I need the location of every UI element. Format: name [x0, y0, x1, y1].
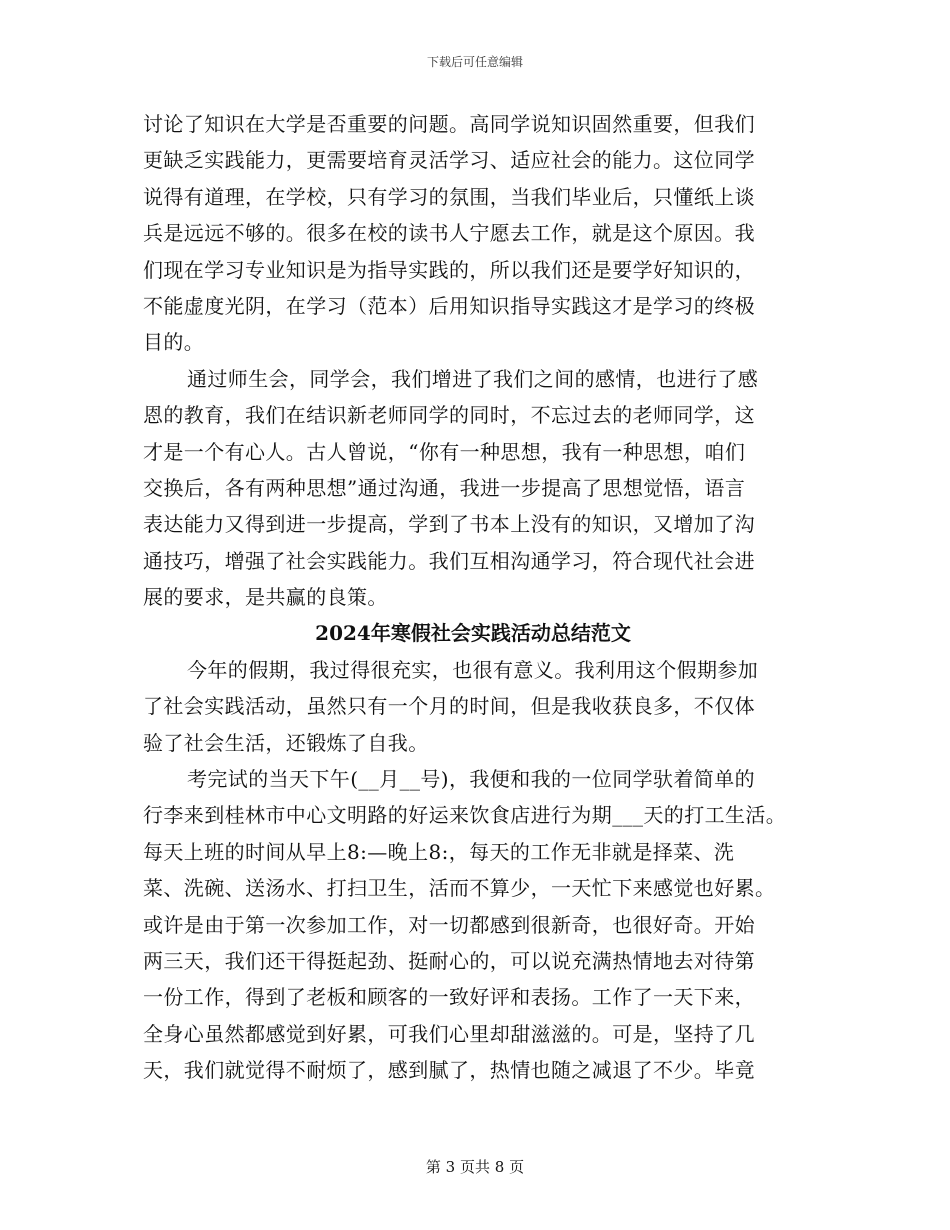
body-line: 说得有道理，在学校，只有学习的氛围，当我们毕业后，只懂纸上谈	[143, 184, 755, 209]
paragraph-first-line: 通过师生会，同学会，我们增进了我们之间的感情，也进行了感	[187, 366, 759, 391]
body-line: 讨论了知识在大学是否重要的问题。高同学说知识固然重要，但我们	[143, 112, 755, 136]
body-line: 更缺乏实践能力，更需要培育灵活学习、适应社会的能力。这位同学	[143, 148, 755, 173]
section-title: 2024年寒假社会实践活动总结范文	[315, 621, 631, 646]
page-footer: 第 3 页共 8 页	[425, 1158, 525, 1176]
body-line: 通技巧，增强了社会实践能力。我们互相沟通学习，符合现代社会进	[143, 548, 755, 573]
body-line: 不能虚度光阴，在学习（范本）后用知识指导实践这才是学习的终极	[143, 293, 755, 318]
body-line: 目的。	[143, 330, 205, 355]
body-line: 才是一个有心人。古人曾说，“你有一种思想，我有一种思想，咱们	[143, 439, 746, 464]
body-line: 展的要求，是共赢的良策。	[143, 585, 388, 610]
body-line: 行李来到桂林市中心文明路的好运来饮食店进行为期___天的打工生活。	[143, 803, 787, 828]
body-line: 恩的教育，我们在结识新老师同学的同时，不忘过去的老师同学，这	[143, 403, 755, 428]
paragraph-first-line: 考完试的当天下午(__月__号)，我便和我的一位同学驮着简单的	[187, 767, 756, 792]
body-line: 验了社会生活，还锻炼了自我。	[143, 730, 429, 755]
document-body	[143, 106, 803, 1089]
body-line: 菜、洗碗、送汤水、打扫卫生，活而不算少，一天忙下来感觉也好累。	[143, 876, 776, 901]
body-line: 们现在学习专业知识是为指导实践的，所以我们还是要学好知识的，	[143, 257, 755, 282]
body-line: 兵是远远不够的。很多在校的读书人宁愿去工作，就是这个原因。我	[143, 221, 755, 246]
body-line: 了社会实践活动，虽然只有一个月的时间，但是我收获良多，不仅体	[143, 694, 755, 719]
body-line: 表达能力又得到进一步提高，学到了书本上没有的知识，又增加了沟	[143, 512, 755, 537]
body-line: 每天上班的时间从早上8:—晚上8:，每天的工作无非就是择菜、洗	[143, 839, 735, 864]
body-line: 或许是由于第一次参加工作，对一切都感到很新奇，也很好奇。开始	[143, 912, 755, 937]
body-line: 全身心虽然都感觉到好累，可我们心里却甜滋滋的。可是，坚持了几	[143, 1021, 755, 1046]
body-line: 一份工作，得到了老板和顾客的一致好评和表扬。工作了一天下来，	[143, 985, 755, 1010]
body-line: 交换后，各有两种思想”通过沟通，我进一步提高了思想觉悟，语言	[143, 475, 746, 500]
body-line: 两三天，我们还干得挺起劲、挺耐心的，可以说充满热情地去对待第	[143, 948, 755, 973]
page-header: 下载后可任意编辑	[426, 55, 523, 69]
body-line: 天，我们就觉得不耐烦了，感到腻了，热情也随之减退了不少。毕竟	[143, 1058, 755, 1083]
paragraph-first-line: 今年的假期，我过得很充实，也很有意义。我利用这个假期参加	[187, 657, 759, 682]
